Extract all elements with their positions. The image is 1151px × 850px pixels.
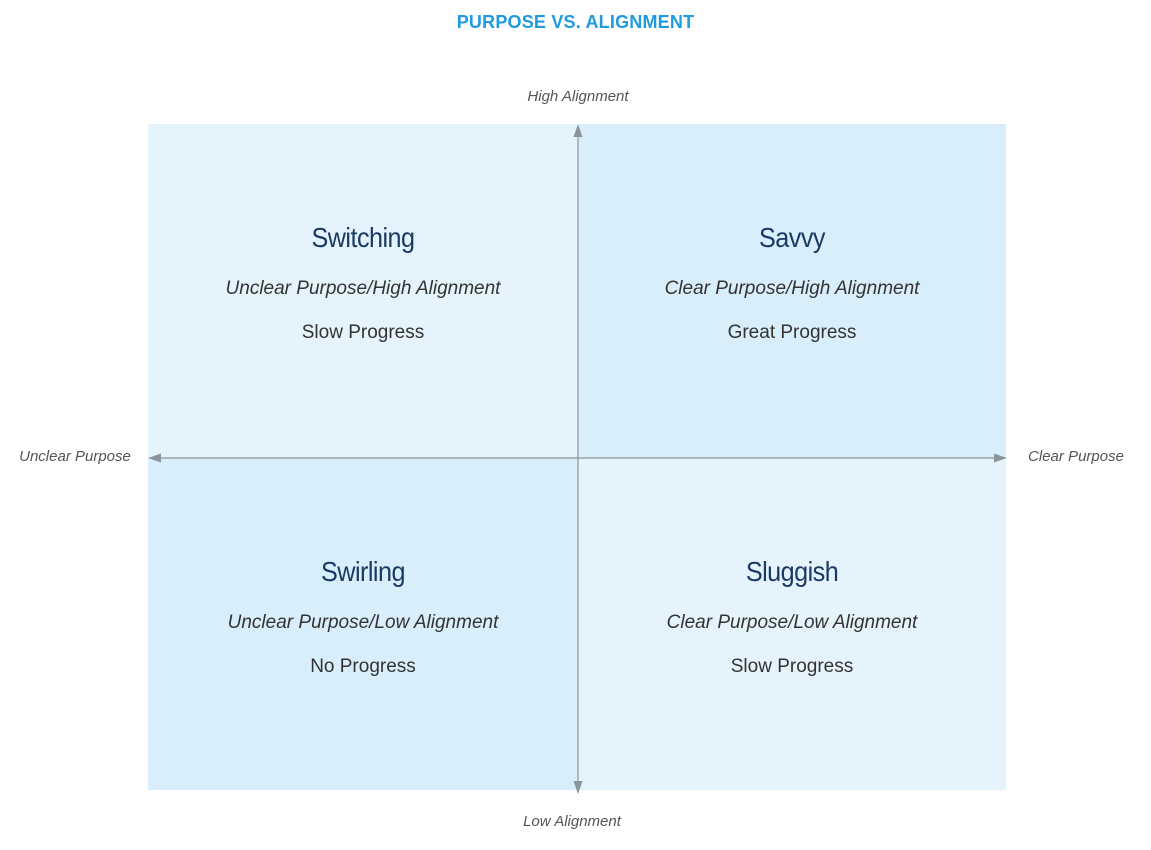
axis-label-low-alignment: Low Alignment (523, 813, 621, 830)
quadrant-subtitle: Unclear Purpose/High Alignment (225, 278, 501, 299)
quadrant-progress: Slow Progress (730, 656, 854, 677)
quadrant-name: Swirling (321, 556, 405, 587)
quadrant-bottom-left (148, 458, 578, 790)
quadrant-name: Savvy (759, 222, 825, 253)
quadrant-name: Sluggish (745, 556, 839, 587)
quadrant-top-left (148, 124, 578, 458)
quadrant-bottom-right (578, 458, 1006, 790)
quadrant-subtitle: Clear Purpose/Low Alignment (666, 612, 918, 633)
axis-label-clear-purpose: Clear Purpose (1028, 448, 1124, 465)
axis-label-high-alignment: High Alignment (527, 88, 629, 105)
quadrant-subtitle: Clear Purpose/High Alignment (664, 278, 920, 299)
quadrant-subtitle: Unclear Purpose/Low Alignment (227, 612, 499, 633)
diagram-title: PURPOSE VS. ALIGNMENT (456, 12, 695, 32)
quadrant-progress: Great Progress (727, 322, 857, 343)
quadrant-progress: Slow Progress (301, 322, 425, 343)
axis-label-unclear-purpose: Unclear Purpose (19, 448, 131, 465)
quadrant-top-right (578, 124, 1006, 458)
quadrant-progress: No Progress (310, 656, 416, 677)
quadrant-name: Switching (311, 222, 415, 253)
